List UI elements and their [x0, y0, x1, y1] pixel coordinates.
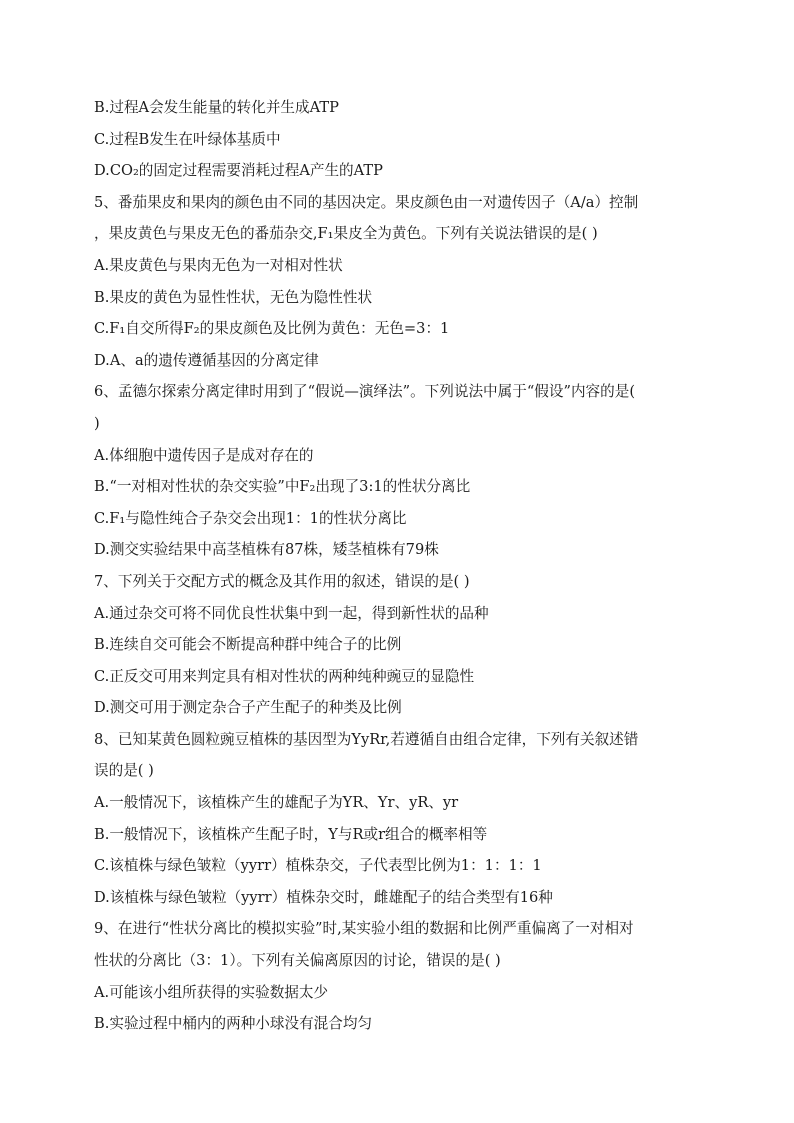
option-c: C.F₁与隐性纯合子杂交会出现1：1的性状分离比 — [94, 509, 407, 527]
option-c: C.F₁自交所得F₂的果皮颜色及比例为黄色：无色=3：1 — [94, 320, 450, 338]
option-b: B.果皮的黄色为显性性状，无色为隐性性状 — [94, 288, 373, 306]
question-9-stem: 性状的分离比（3：1）。下列有关偏离原因的讨论，错误的是( ) — [94, 952, 501, 970]
option-c: C.正反交可用来判定具有相对性状的两种纯种豌豆的显隐性 — [94, 667, 475, 685]
option-d: D.A、a的遗传遵循基因的分离定律 — [94, 351, 319, 369]
option-d: D.测交实验结果中高茎植株有87株，矮茎植株有79株 — [94, 541, 439, 559]
question-5-stem: 5、番茄果皮和果肉的颜色由不同的基因决定。果皮颜色由一对遗传因子（A/a）控制 — [94, 193, 639, 211]
option-a: A.果皮黄色与果肉无色为一对相对性状 — [94, 256, 343, 274]
option-b: B.连续自交可能会不断提高种群中纯合子的比例 — [94, 636, 402, 654]
document-page — [94, 92, 714, 1040]
question-5-stem: ，果皮黄色与果皮无色的番茄杂交,F₁果皮全为黄色。下列有关说法错误的是( ) — [94, 225, 598, 243]
option-b: B.一般情况下，该植株产生配子时，Y与R或r组合的概率相等 — [94, 825, 488, 843]
option-a: A.一般情况下，该植株产生的雄配子为YR、Yr、yR、yr — [94, 794, 459, 812]
text-line: B.过程A会发生能量的转化并生成ATP — [94, 99, 339, 116]
option-b: B.实验过程中桶内的两种小球没有混合均匀 — [94, 1015, 373, 1033]
option-a: A.体细胞中遗传因子是成对存在的 — [94, 446, 314, 464]
option-d: D.该植株与绿色皱粒（yyrr）植株杂交时，雌雄配子的结合类型有16种 — [94, 888, 553, 906]
option-a: A.可能该小组所获得的实验数据太少 — [94, 983, 329, 1001]
question-8-stem: 8、已知某黄色圆粒豌豆植株的基因型为YyRr,若遵循自由组合定律，下列有关叙述错 — [94, 730, 639, 748]
question-6-stem: ) — [94, 414, 100, 432]
option-b: B.“一对相对性状的杂交实验”中F₂出现了3:1的性状分离比 — [94, 478, 471, 496]
option-a: A.通过杂交可将不同优良性状集中到一起，得到新性状的品种 — [94, 604, 489, 622]
text-line: D.CO₂的固定过程需要消耗过程A产生的ATP — [94, 162, 383, 180]
option-d: D.测交可用于测定杂合子产生配子的种类及比例 — [94, 699, 402, 717]
option-c: C.该植株与绿色皱粒（yyrr）植株杂交，子代表型比例为1：1：1：1 — [94, 857, 542, 875]
question-7-stem: 7、下列关于交配方式的概念及其作用的叙述，错误的是( ) — [94, 572, 470, 590]
text-line: C.过程B发生在叶绿体基质中 — [94, 130, 281, 148]
question-8-stem: 误的是( ) — [94, 762, 154, 780]
question-6-stem: 6、孟德尔探索分离定律时用到了“假说—演绎法”。下列说法中属于“假设”内容的是( — [94, 383, 636, 401]
question-9-stem: 9、在进行“性状分离比的模拟实验”时,某实验小组的数据和比例严重偏离了一对相对 — [94, 920, 634, 938]
